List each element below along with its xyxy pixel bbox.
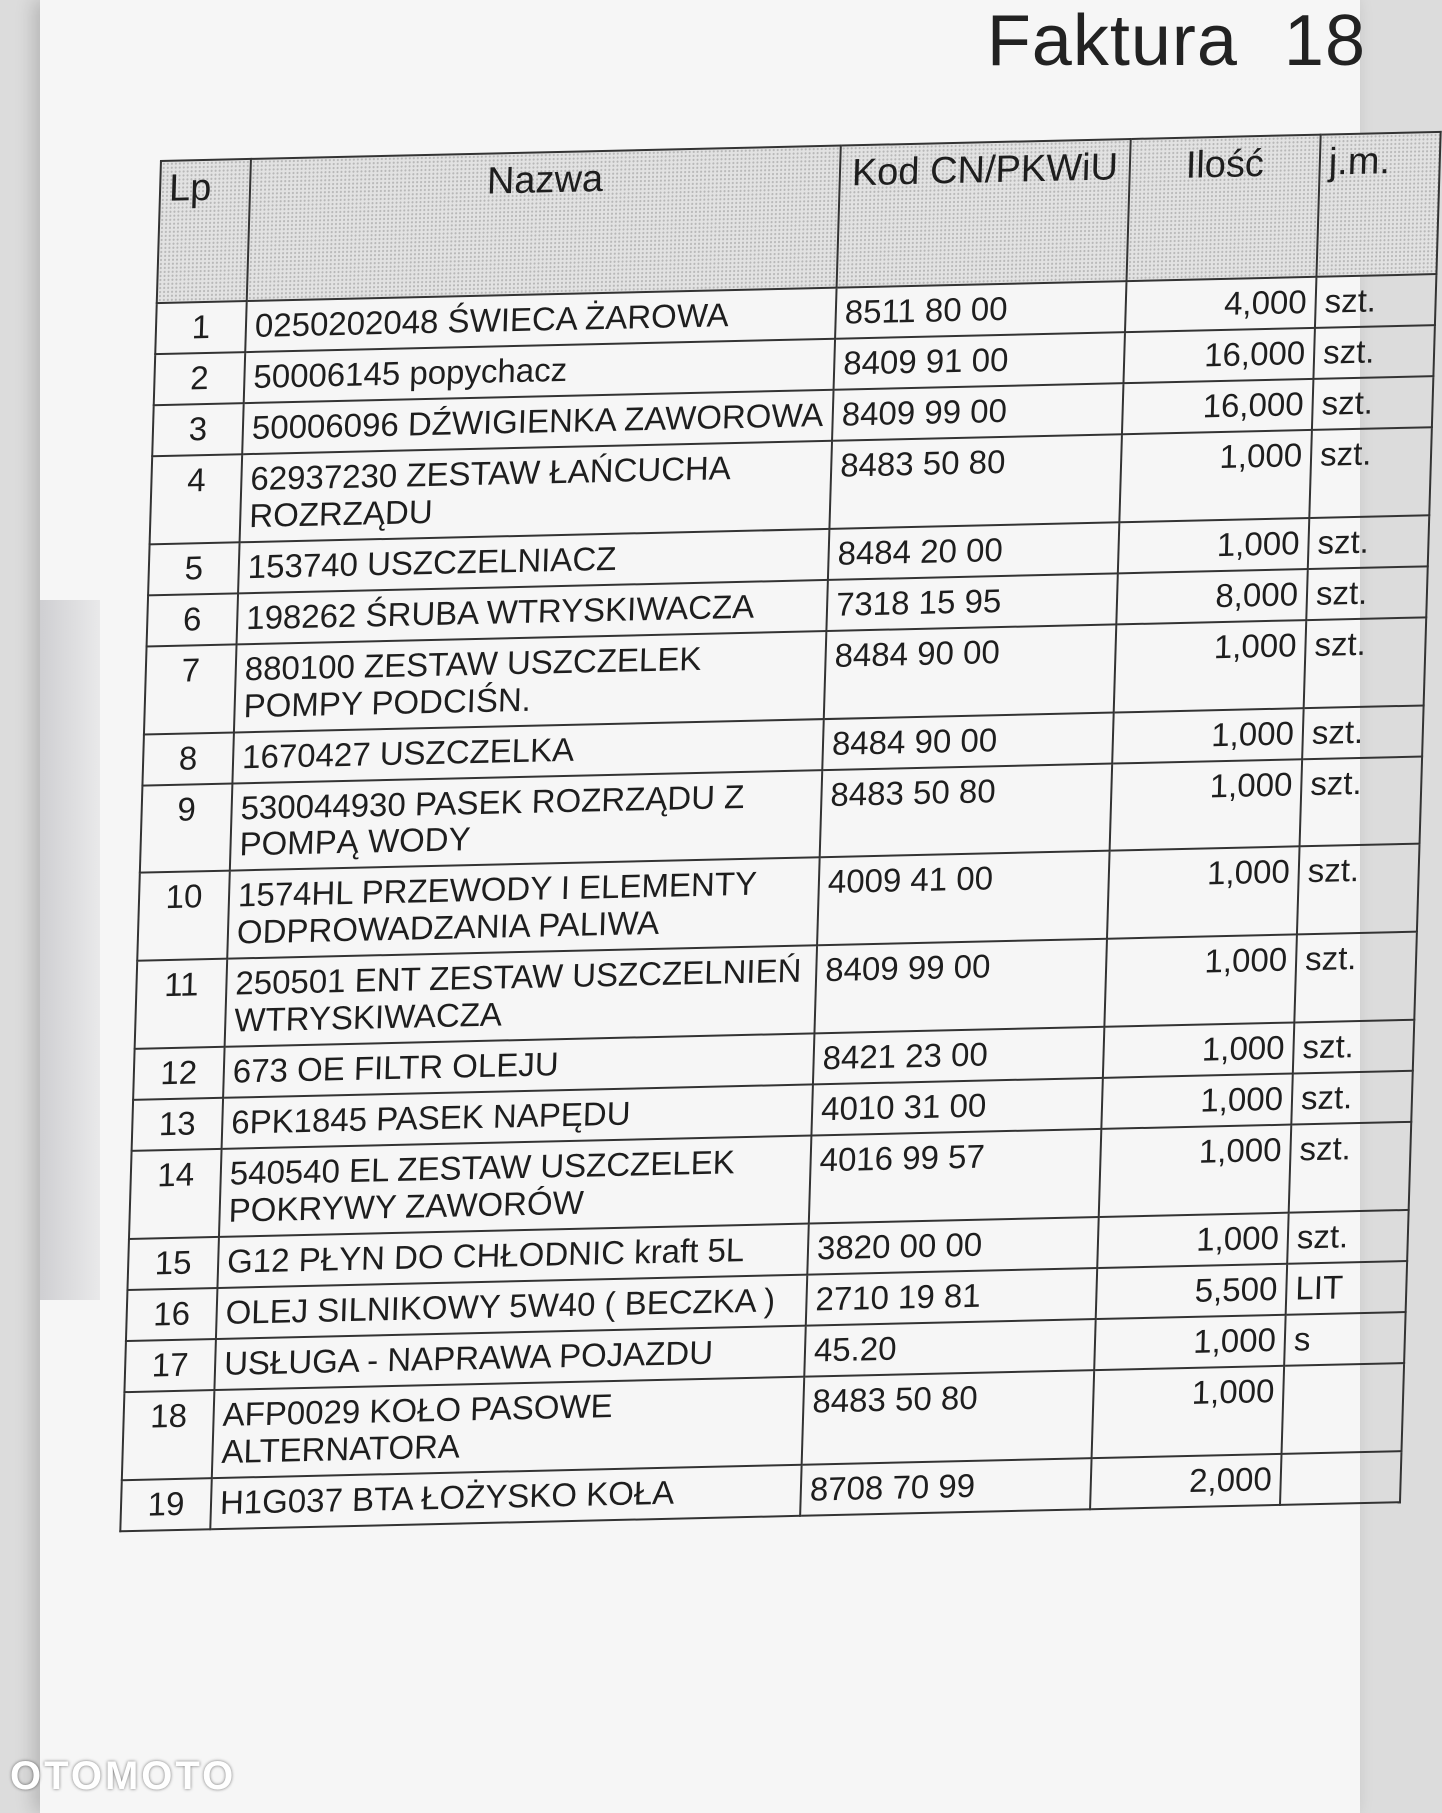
cell-lp: 4 [150,454,243,544]
cell-lp: 3 [152,403,243,456]
cell-code: 8483 50 80 [820,763,1113,858]
cell-code: 8421 23 00 [813,1027,1104,1085]
header-qty: Ilość [1127,135,1321,281]
cell-lp: 8 [142,732,233,785]
cell-qty: 1,000 [1097,1213,1288,1268]
cell-code: 8511 80 00 [835,281,1126,339]
cell-code: 3820 00 00 [807,1217,1098,1275]
cell-lp: 6 [147,593,238,646]
cell-unit: szt. [1293,1020,1414,1074]
cell-name: 540540 EL ZESTAW USZCZELEK POKRYWY ZAWORÓW [219,1136,811,1237]
cell-unit: szt. [1289,1122,1412,1213]
cell-name: 50006145 popychacz [244,339,835,403]
otomoto-watermark: OTOMOTO [10,1754,237,1798]
cell-code: 8484 90 00 [822,712,1113,770]
cell-qty: 1,000 [1103,1023,1294,1078]
cell-qty: 1,000 [1104,935,1297,1027]
cell-qty: 16,000 [1123,328,1314,383]
cell-name: 673 OE FILTR OLEJU [223,1034,814,1098]
cell-code: 8484 90 00 [824,624,1117,719]
cell-qty: 1,000 [1094,1315,1285,1370]
cell-name: H1G037 BTA ŁOŻYSKO KOŁA [210,1465,801,1529]
cell-code: 45.20 [804,1319,1095,1377]
cell-unit: szt. [1291,1071,1412,1125]
cell-name: AFP0029 KOŁO PASOWE ALTERNATORA [212,1377,804,1478]
cell-qty: 1,000 [1101,1074,1292,1129]
cell-qty: 1,000 [1112,708,1303,763]
cell-lp: 17 [124,1339,215,1392]
cell-code: 4009 41 00 [817,851,1110,946]
invoice-title-number: 18 [1283,1,1366,81]
header-unit: j.m. [1316,132,1440,277]
cell-name: 530044930 PASEK ROZRZĄDU Z POMPĄ WODY [230,770,822,871]
cell-qty: 1,000 [1107,847,1300,939]
invoice-items-table [119,131,1441,1532]
cell-lp: 2 [154,352,245,405]
cell-lp: 1 [155,301,246,354]
cell-name: 250501 ENT ZESTAW USZCZELNIEŃ WTRYSKIWACZA [225,946,817,1047]
cell-name: 198262 ŚRUBA WTRYSKIWACZA [237,580,828,644]
cell-code: 7318 15 95 [826,573,1117,631]
invoice-title [987,0,1366,82]
cell-lp: 9 [140,783,233,873]
cell-qty: 1,000 [1092,1366,1285,1458]
cell-lp: 12 [133,1047,224,1100]
cell-unit: szt. [1306,566,1427,620]
cell-qty: 1,000 [1114,620,1307,712]
cell-qty: 8,000 [1116,569,1307,624]
cell-code: 8708 70 99 [800,1458,1091,1516]
cell-name: 62937230 ZESTAW ŁAŃCUCHA ROZRZĄDU [240,441,832,542]
cell-lp: 14 [129,1149,222,1239]
cell-qty: 4,000 [1125,277,1316,332]
cell-unit: szt. [1308,515,1429,569]
cell-unit [1280,1451,1401,1505]
invoice-table-wrapper [119,131,1419,1532]
cell-lp: 11 [135,959,228,1049]
paper-edge-shadow [40,600,100,1300]
header-name: Nazwa [247,146,841,302]
cell-lp: 18 [122,1390,215,1480]
cell-lp: 16 [126,1288,217,1341]
cell-code: 8483 50 80 [829,434,1122,529]
cell-name: USŁUGA - NAPRAWA POJAZDU [214,1326,805,1390]
cell-qty: 1,000 [1099,1125,1292,1217]
cell-name: 153740 USZCZELNIACZ [238,529,829,593]
cell-lp: 15 [127,1237,218,1290]
cell-lp: 7 [144,644,237,734]
cell-lp: 19 [120,1478,211,1531]
cell-qty: 1,000 [1118,518,1309,573]
cell-qty: 1,000 [1110,759,1303,851]
cell-code: 8409 91 00 [834,332,1125,390]
cell-name: 880100 ZESTAW USZCZELEK POMPY PODCIŚN. [234,631,826,732]
cell-name: 50006096 DŹWIGIENKA ZAWOROWA [242,390,833,454]
header-lp: Lp [157,159,251,303]
cell-unit: szt. [1315,274,1436,328]
cell-unit: szt. [1312,376,1433,430]
cell-code: 4016 99 57 [809,1129,1102,1224]
cell-qty: 5,500 [1096,1264,1287,1319]
header-code: Kod CN/PKWiU [837,139,1131,288]
cell-unit [1282,1363,1405,1454]
cell-lp: 13 [132,1098,223,1151]
cell-code: 8484 20 00 [828,522,1119,580]
cell-qty: 16,000 [1122,379,1313,434]
cell-code: 8409 99 00 [832,383,1123,441]
cell-unit: szt. [1297,844,1420,935]
cell-unit: s [1284,1312,1405,1366]
cell-unit: szt. [1304,617,1427,708]
cell-unit: szt. [1294,932,1417,1023]
cell-unit: szt. [1287,1210,1408,1264]
cell-name: 6PK1845 PASEK NAPĘDU [222,1085,813,1149]
cell-name: OLEJ SILNIKOWY 5W40 ( BECZKA ) [216,1275,807,1339]
cell-code: 2710 19 81 [806,1268,1097,1326]
table-body [120,274,1436,1531]
cell-qty: 2,000 [1090,1454,1281,1509]
cell-unit: szt. [1302,705,1423,759]
cell-lp: 5 [148,542,239,595]
cell-unit: szt. [1309,427,1432,518]
cell-name: 1574HL PRZEWODY I ELEMENTY ODPROWADZANIA PALIWA [227,858,819,959]
cell-name: 0250202048 ŚWIECA ŻAROWA [245,288,836,352]
cell-unit: szt. [1313,325,1434,379]
cell-unit: szt. [1300,756,1423,847]
cell-code: 4010 31 00 [811,1078,1102,1136]
invoice-title-word: Faktura [986,1,1238,81]
cell-qty: 1,000 [1119,430,1312,522]
cell-name: 1670427 USZCZELKA [232,719,823,783]
invoice-paper [40,0,1391,1813]
cell-code: 8409 99 00 [814,939,1107,1034]
cell-unit: LIT [1286,1261,1407,1315]
cell-name: G12 PŁYN DO CHŁODNIC kraft 5L [217,1224,808,1288]
cell-code: 8483 50 80 [802,1370,1095,1465]
cell-lp: 10 [137,871,230,961]
